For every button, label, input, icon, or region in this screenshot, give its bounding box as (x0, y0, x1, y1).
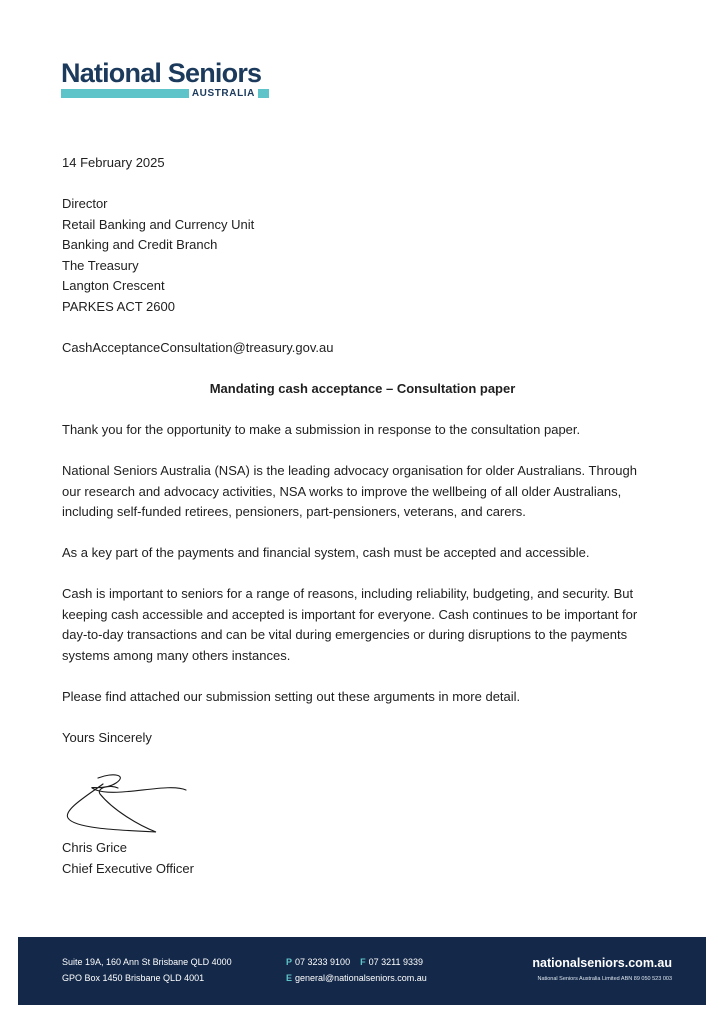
paragraph-line: keeping cash accessible and accepted is important for everyone. Cash continues to be important for (62, 606, 638, 622)
paragraph-line: Thank you for the opportunity to make a submission in response to the consultation paper. (62, 422, 581, 437)
phone-label: P (286, 957, 293, 967)
closing: Yours Sincerely (62, 730, 152, 745)
paragraph-line: Please find attached our submission setting out these arguments in more detail. (62, 689, 521, 704)
signer-name: Chris Grice (62, 840, 128, 855)
paragraph (62, 584, 637, 666)
address-line: Director (62, 196, 108, 211)
paragraph (62, 420, 580, 441)
footer-phone: 07 3233 9100 (295, 957, 351, 967)
letter-date: 14 February 2025 (62, 155, 165, 170)
logo-wordmark: National Seniors (61, 58, 262, 88)
letterhead-footer (18, 937, 706, 1005)
footer-address-line: Suite 19A, 160 Ann St Brisbane QLD 4000 (62, 957, 232, 967)
address-line: The Treasury (62, 257, 139, 273)
email-label: E (286, 973, 293, 983)
footer-address-line: GPO Box 1450 Brisbane QLD 4001 (62, 973, 205, 983)
logo-subtitle: AUSTRALIA (189, 88, 258, 99)
address-line: Langton Crescent (62, 278, 165, 293)
paragraph-line: day-to-day transactions and can be vital during emergencies or during disruptions to the payments (62, 627, 628, 642)
paragraph (62, 461, 637, 523)
footer-address (62, 954, 232, 986)
recipient-address (62, 194, 254, 317)
letter-subject: Mandating cash acceptance – Consultation paper (209, 381, 516, 396)
footer-website: nationalseniors.com.au (532, 956, 672, 970)
paragraph (62, 543, 590, 564)
paragraph-line: National Seniors Australia (NSA) is the leading advocacy organisation for older Australians. Through (62, 463, 637, 478)
paragraph (62, 687, 520, 708)
footer-contacts (286, 954, 427, 986)
footer-fax: 07 3211 9339 (368, 957, 423, 967)
logo-bar-end (260, 89, 269, 98)
signer-block (62, 838, 194, 879)
paragraph-line: including self-funded retirees, pensioners, part-pensioners, veterans, and carers. (62, 504, 526, 519)
signature (58, 770, 193, 835)
fax-label: F (360, 957, 366, 967)
footer-legal: National Seniors Australia Limited ABN 89 050 523 003 (537, 976, 672, 982)
paragraph-line: Cash is important to seniors for a range of reasons, including reliability, budgeting, and security. But (62, 586, 634, 601)
address-line: Retail Banking and Currency Unit (62, 216, 255, 232)
paragraph-line: systems among many others instances. (62, 647, 291, 663)
address-line: PARKES ACT 2600 (62, 298, 175, 314)
paragraph-line: our research and advocacy activities, NSA works to improve the wellbeing of all older Australians, (62, 483, 622, 499)
footer-email: general@nationalseniors.com.au (295, 973, 427, 983)
recipient-email: CashAcceptanceConsultation@treasury.gov.au (62, 340, 334, 355)
address-line: Banking and Credit Branch (62, 237, 218, 252)
logo (61, 58, 271, 102)
paragraph-line: As a key part of the payments and financial system, cash must be accepted and accessible. (62, 545, 590, 560)
signer-title: Chief Executive Officer (62, 860, 194, 876)
